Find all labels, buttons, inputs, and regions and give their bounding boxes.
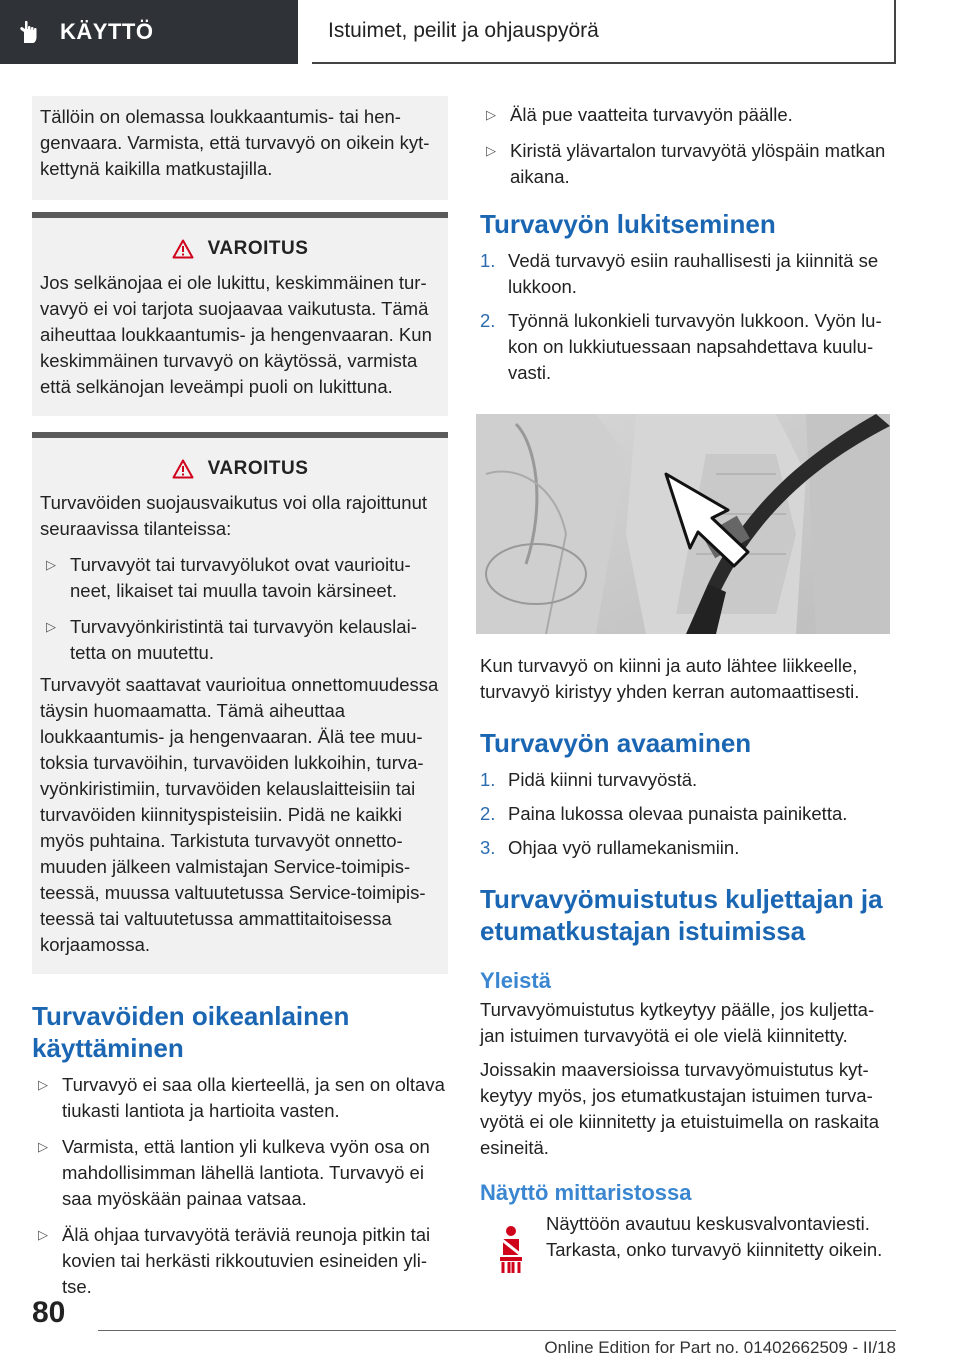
- warning-box-2: [32, 432, 448, 974]
- list-item-text: Älä pue vaatteita turvavyön päälle.: [510, 104, 793, 125]
- list-item-text: Turvavyö ei saa olla kierteellä, ja sen on oltava tiukasti lantiota ja hartioita vasten.: [62, 1074, 445, 1121]
- after-image-text: Kun turvavyö on kiinni ja auto lähtee liikkeelle, turvavyö kiristyy yhden kerran automaattisesti.: [480, 655, 860, 702]
- list-item: [480, 835, 892, 861]
- warning-text: Jos selkänojaa ei ole lukittu, keskimmäinen turvavyö ei voi tarjota suojaavaa vaikutusta. Tämä aiheuttaa loukkaantumis- ja hengenvaaran. Kun keskimmäinen turvavyö on käytössä, varmista että selkänojan leveämpi puoli on lukittuna.: [40, 272, 432, 397]
- step-number: 1.: [480, 250, 496, 271]
- warning-title: VAROITUS: [207, 238, 309, 259]
- bullet-triangle-icon: ▷: [46, 619, 56, 634]
- hand-pointer-icon: [0, 0, 60, 64]
- section-heading: Turvavyön avaaminen: [480, 728, 752, 758]
- right-column: [480, 96, 892, 1280]
- paragraph: Turvavyömuistutus kytkeytyy päälle, jos kuljettajan istuimen turvavyötä ei ole vielä kiinnitetty.: [480, 999, 875, 1046]
- step-number: 2.: [480, 803, 496, 824]
- warning-triangle-icon: [172, 239, 194, 259]
- step-number: 3.: [480, 837, 496, 858]
- list-item: [480, 801, 892, 827]
- subheading: Näyttö mittaristossa: [480, 1180, 692, 1205]
- step-text: Työnnä lukonkieli turvavyön lukkoon. Vyön lukon on lukkiutuessaan napsahdettava kuuluvasti.: [508, 310, 882, 383]
- bullet-triangle-icon: ▷: [38, 1139, 48, 1154]
- warning-heading: [40, 458, 440, 480]
- step-text: Paina lukossa olevaa punaista painiketta.: [508, 803, 848, 824]
- seatbelt-buckle-photo: [476, 414, 890, 634]
- warning-title: VAROITUS: [207, 458, 309, 479]
- list-item: [480, 767, 892, 793]
- bullet-triangle-icon: ▷: [38, 1077, 48, 1092]
- list-item: [480, 308, 892, 386]
- step-text: Vedä turvavyö esiin rauhallisesti ja kiinnitä se lukkoon.: [508, 250, 879, 297]
- section-heading: Turvavyön lukitseminen: [480, 209, 776, 239]
- paragraph: Näyttöön avautuu keskusvalvontaviesti. Tarkasta, onko turvavyö kiinnitetty oikein.: [546, 1213, 883, 1260]
- warning-triangle-icon: [172, 459, 194, 479]
- bullet-triangle-icon: ▷: [486, 143, 496, 158]
- left-column: [32, 96, 448, 1300]
- list-item-text: Älä ohjaa turvavyötä teräviä reunoja pitkin tai kovien tai herkästi rikkoutuvien esineiden ylitse.: [62, 1224, 431, 1297]
- warning-box-1: [32, 212, 448, 416]
- warning-text: Turvavyöt saattavat vaurioitua onnettomuudessa täysin huomaamatta. Tämä aiheuttaa loukkaantumis- ja hengenvaaran. Älä tee muutoksia turvavöihin, turvavöiden lukkoihin, turvavyönkiristimiin, turvavöiden kelauslaitteisiin tai turvavöiden kiinnityspisteisiin. Pidä ne kaikki myös puhtaina. Tarkistuta turvavyöt onnettomuuden jälkeen valmistajan Service-toimipisteessä, muussa valtuutetussa Service-toimipisteessä tai valtuutetussa ammattitaitoisessa korjaamossa.: [40, 674, 439, 955]
- step-number: 2.: [480, 310, 496, 331]
- list-item: [480, 138, 892, 190]
- chapter-header: [312, 0, 896, 64]
- step-text: Ohjaa vyö rullamekanismiin.: [508, 837, 740, 858]
- list-item-text: Varmista, että lantion yli kulkeva vyön osa on mahdollisimman lähellä lantiota. Turvavyö ei saa myöskään painaa vatsaa.: [62, 1136, 430, 1209]
- bullet-triangle-icon: ▷: [486, 107, 496, 122]
- list-item-text: Turvavyöt tai turvavyölukot ovat vaurioituneet, likaiset tai muulla tavoin kärsineet.: [70, 554, 411, 601]
- subheading: Yleistä: [480, 968, 551, 993]
- list-item: [480, 102, 892, 128]
- bullet-triangle-icon: ▷: [38, 1227, 48, 1242]
- list-item-text: Turvavyönkiristintä tai turvavyön kelauslaitetta on muutettu.: [70, 616, 417, 663]
- list-item-text: Kiristä ylävartalon turvavyötä ylöspäin matkan aikana.: [510, 140, 886, 187]
- section-title: KÄYTTÖ: [60, 19, 154, 44]
- intro-note-text: Tällöin on olemassa loukkaantumis- tai hengenvaara. Varmista, että turvavyö on oikein kytkettynä kaikilla matkustajilla.: [40, 106, 430, 179]
- warning-heading: [40, 238, 440, 260]
- step-text: Pidä kiinni turvavyöstä.: [508, 769, 698, 790]
- section-heading: Turvavyömuistutus kuljettajan ja etumatkustajan istuimissa: [480, 884, 883, 946]
- list-item: [40, 614, 440, 666]
- footer-divider: [98, 1330, 896, 1331]
- intro-note: [32, 96, 448, 200]
- indicator-note: [480, 1211, 892, 1280]
- step-number: 1.: [480, 769, 496, 790]
- list-item: [32, 1134, 448, 1212]
- section-tab: [0, 0, 298, 64]
- page-number: 80: [32, 1296, 66, 1329]
- bullet-triangle-icon: ▷: [46, 557, 56, 572]
- seatbelt-warning-icon: [480, 1211, 546, 1280]
- list-item: [40, 552, 440, 604]
- warning-intro: Turvavöiden suojausvaikutus voi olla rajoittunut seuraavissa tilanteissa:: [40, 492, 428, 539]
- list-item: [480, 248, 892, 300]
- section-heading: Turvavöiden oikeanlainen käyttäminen: [32, 1001, 350, 1063]
- paragraph: Joissakin maaversioissa turvavyömuistutus kytkeytyy myös, jos etumatkustajan istuimen turvavyötä ei ole kiinnitetty ja etuistuimella on raskaita esineitä.: [480, 1059, 879, 1158]
- list-item: [32, 1222, 448, 1300]
- chapter-title: Istuimet, peilit ja ohjauspyörä: [328, 19, 599, 42]
- list-item: [32, 1072, 448, 1124]
- edition-footer: Online Edition for Part no. 01402662509 - II/18: [544, 1338, 896, 1357]
